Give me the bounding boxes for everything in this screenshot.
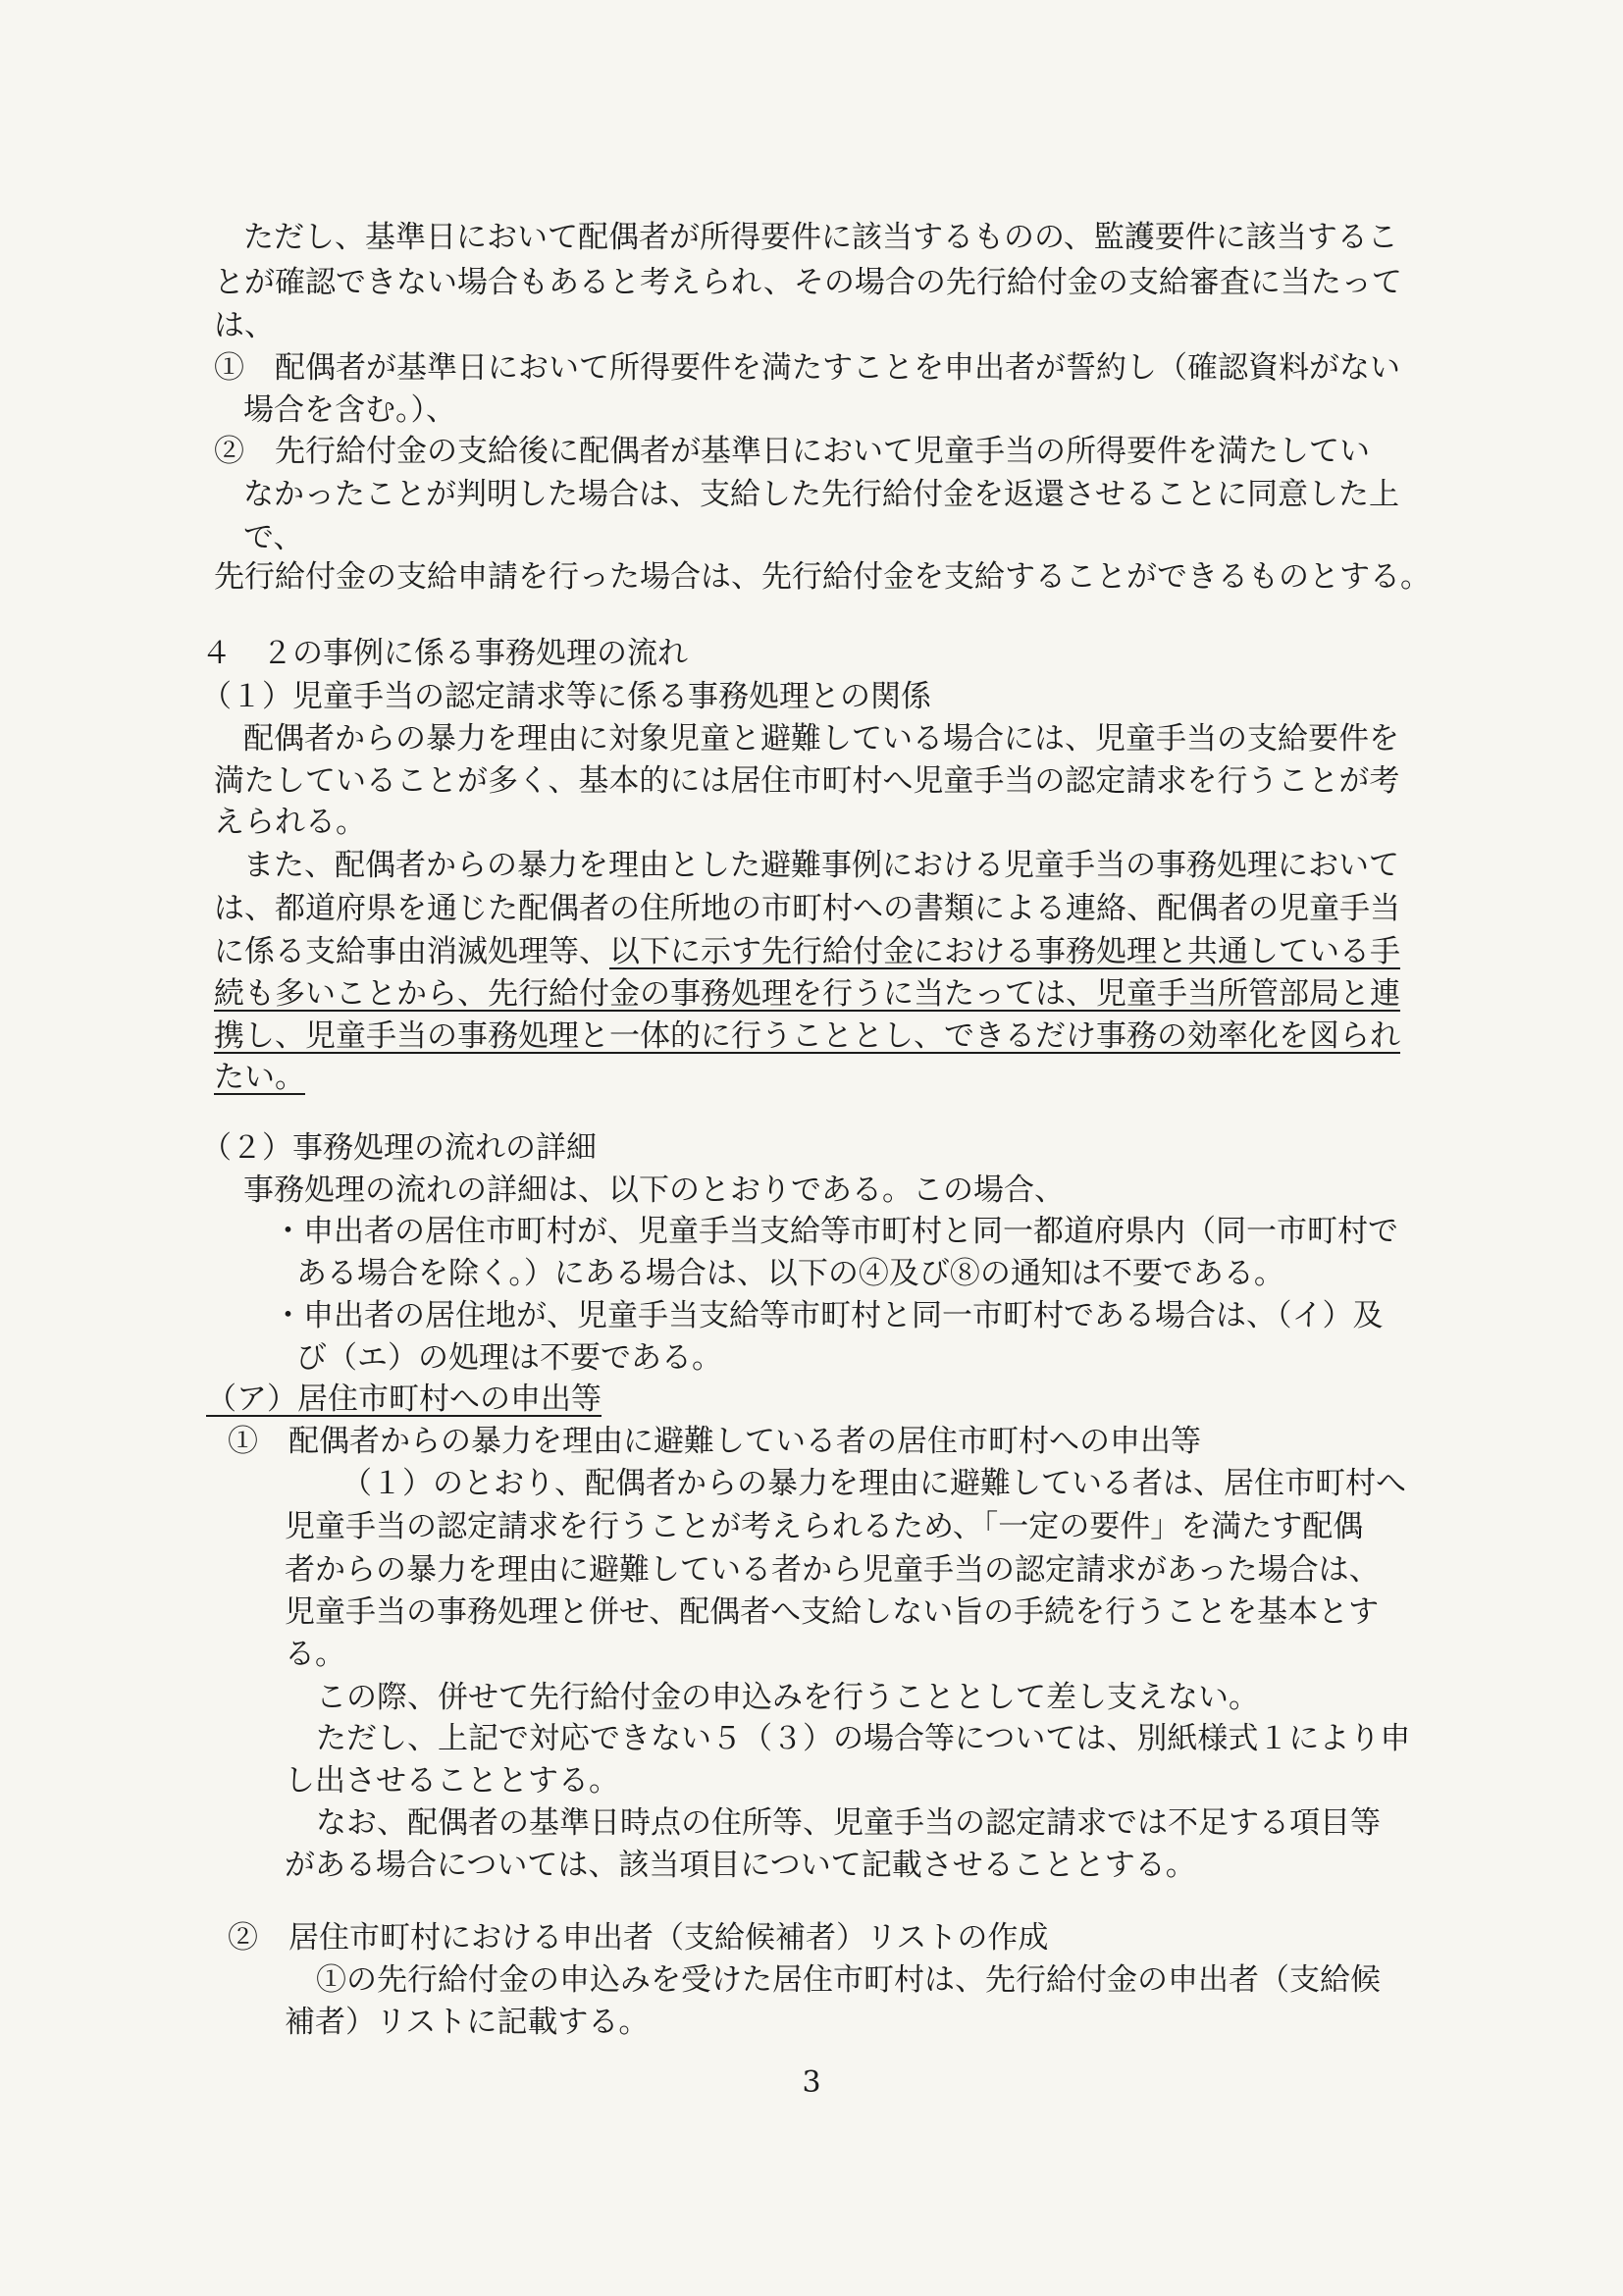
text-line: また、配偶者からの暴力を理由とした避難事例における児童手当の事務処理において xyxy=(243,848,1399,883)
subsection-heading-2: （２）事務処理の流れの詳細 xyxy=(201,1130,597,1166)
subsection-heading-1: （１）児童手当の認定請求等に係る事務処理との関係 xyxy=(201,679,931,714)
text-line: ①の先行給付金の申込みを受けた居住市町村は、先行給付金の申出者（支給候 xyxy=(316,1962,1381,1998)
text-line: ただし、基準日において配偶者が所得要件に該当するものの、監護要件に該当するこ xyxy=(243,220,1398,255)
item-heading-a: （ア）居住市町村への申出等 xyxy=(206,1382,602,1417)
text-line: えられる。 xyxy=(214,805,366,840)
bullet-item: ・申出者の居住地が、児童手当支給等市町村と同一市町村である場合は、（イ）及 xyxy=(273,1298,1384,1333)
list-item-circle-1: ① 配偶者が基準日において所得要件を満たすことを申出者が誓約し（確認資料がない xyxy=(214,350,1400,386)
underlined-text: 続も多いことから、先行給付金の事務処理を行うに当たっては、児童手当所管部局と連 xyxy=(214,976,1400,1012)
text-line: で、 xyxy=(243,520,304,555)
section-heading-4: ４ ２の事例に係る事務処理の流れ xyxy=(201,636,688,671)
text-line: 児童手当の認定請求を行うことが考えられるため、「一定の要件」を満たす配偶 xyxy=(285,1509,1364,1544)
list-item-circle-2: ② 居住市町村における申出者（支給候補者）リストの作成 xyxy=(228,1920,1049,1956)
text-line: 配偶者からの暴力を理由に対象児童と避難している場合には、児童手当の支給要件を xyxy=(243,721,1399,757)
text-segment: に係る支給事由消滅処理等、 xyxy=(214,934,609,969)
text-line: なお、配偶者の基準日時点の住所等、児童手当の認定請求では不足する項目等 xyxy=(316,1805,1381,1841)
underlined-text: 以下に示す先行給付金における事務処理と共通している手 xyxy=(609,934,1400,969)
text-line: は、都道府県を通じた配偶者の住所地の市町村への書類による連絡、配偶者の児童手当 xyxy=(214,891,1400,926)
text-line: この際、併せて先行給付金の申込みを行うこととして差し支えない。 xyxy=(316,1680,1259,1715)
list-item-circle-2: ② 先行給付金の支給後に配偶者が基準日において児童手当の所得要件を満たしてい xyxy=(214,434,1370,469)
text-line: 児童手当の事務処理と併せ、配偶者へ支給しない旨の手続を行うことを基本とす xyxy=(285,1594,1380,1630)
text-line: し出させることとする。 xyxy=(285,1763,619,1799)
text-line: なかったことが判明した場合は、支給した先行給付金を返還させることに同意した上 xyxy=(243,477,1399,512)
bullet-item: ・申出者の居住市町村が、児童手当支給等市町村と同一都道府県内（同一市町村で xyxy=(273,1214,1398,1249)
text-line: 満たしていることが多く、基本的には居住市町村へ児童手当の認定請求を行うことが考 xyxy=(214,763,1400,799)
text-line: 補者）リストに記載する。 xyxy=(285,2005,650,2040)
underlined-text: たい。 xyxy=(214,1060,305,1095)
text-line: （１）のとおり、配偶者からの暴力を理由に避難している者は、居住市町村へ xyxy=(341,1466,1406,1501)
text-line: 者からの暴力を理由に避難している者から児童手当の認定請求があった場合は、 xyxy=(285,1552,1380,1588)
text-line xyxy=(214,932,1400,971)
text-line: がある場合については、該当項目について記載させることとする。 xyxy=(285,1848,1196,1883)
text-line: とが確認できない場合もあると考えられ、その場合の先行給付金の支給審査に当たって xyxy=(214,265,1402,300)
text-line: 先行給付金の支給申請を行った場合は、先行給付金を支給することができるものとする。 xyxy=(214,559,1431,595)
text-line: ただし、上記で対応できない５（３）の場合等については、別紙様式１により申 xyxy=(316,1721,1411,1756)
text-line: 事務処理の流れの詳細は、以下のとおりである。この場合、 xyxy=(243,1173,1065,1208)
list-item-circle-1: ① 配偶者からの暴力を理由に避難している者の居住市町村への申出等 xyxy=(228,1424,1201,1459)
text-line: 場合を含む。）、 xyxy=(243,392,456,428)
text-line: ある場合を除く。）にある場合は、以下の④及び⑧の通知は不要である。 xyxy=(296,1256,1284,1291)
text-line: る。 xyxy=(285,1637,345,1672)
page-number: 3 xyxy=(802,2065,821,2100)
text-line: は、 xyxy=(214,308,275,343)
text-line: び（エ）の処理は不要である。 xyxy=(296,1340,722,1376)
underlined-text: 携し、児童手当の事務処理と一体的に行うこととし、できるだけ事務の効率化を図られ xyxy=(214,1018,1400,1054)
